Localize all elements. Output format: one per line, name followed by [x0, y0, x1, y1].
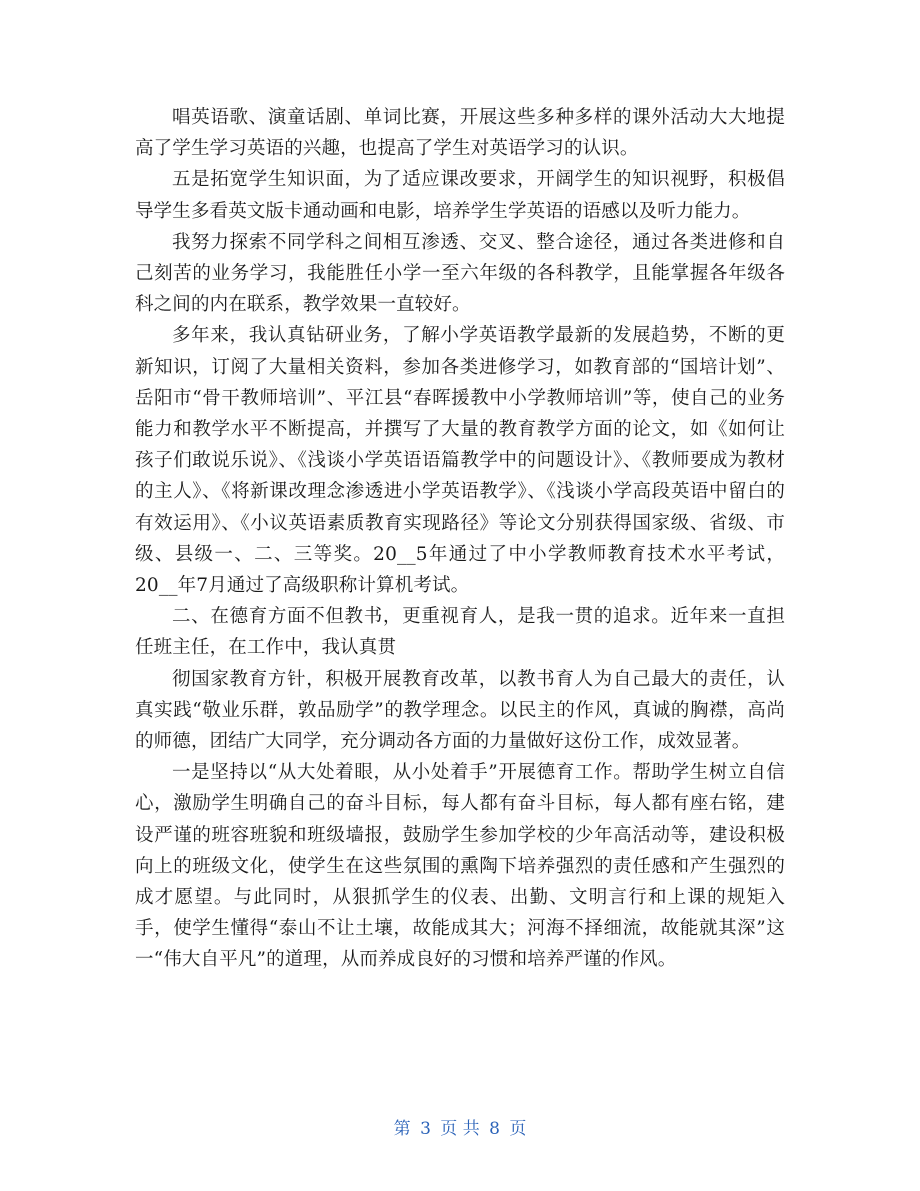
paragraph-5: 二、在德育方面不但教书，更重视育人，是我一贯的追求。近年来一直担任班主任，在工作中，我认真贯 — [135, 606, 785, 659]
paragraph-4: 多年来，我认真钻研业务，了解小学英语教学最新的发展趋势，不断的更新知识，订阅了大量相关资料，参加各类进修学习，如教育部的“国培计划”、岳阳市“骨干教师培训”、平江县“春晖援教中小学教师培训”等，使自己的业务能力和教学水平不断提高，并撰写了大量的教育教学方面的论文，如《如何让孩子们敢说乐说》、《浅谈小学英语语篇教学中的问题设计》、《教师要成为教材的主人》、《将新课改理念渗透进小学英语教学》、《浅谈小学高段英语中留白的有效运用》、《小议英语素质教育实现路径》等论文分别获得国家级、省级、市级、县级一、二、三等奖。20__5年通过了中小学教师教育技术水平考试，20__年7月通过了高级职称计算机考试。 — [135, 325, 785, 597]
total-pages-number: 8 — [489, 1119, 500, 1139]
page-label-suffix: 页 — [509, 1119, 527, 1139]
paragraph-1: 唱英语歌、演童话剧、单词比赛，开展这些多种多样的课外活动大大地提高了学生学习英语的兴趣，也提高了学生对英语学习的认识。 — [135, 107, 785, 160]
page-label-middle: 页 共 — [440, 1119, 480, 1139]
document-body — [135, 102, 785, 976]
page-footer — [0, 1114, 920, 1139]
paragraph-7: 一是坚持以“从大处着眼，从小处着手”开展德育工作。帮助学生树立自信心，激励学生明确自己的奋斗目标，每人都有奋斗目标，每人都有座右铭，建设严谨的班容班貌和班级墙报，鼓励学生参加学校的少年高活动等，建设积极向上的班级文化，使学生在这些氛围的熏陶下培养强烈的责任感和产生强烈的成才愿望。与此同时，从狠抓学生的仪表、出勤、文明言行和上课的规矩入手，使学生懂得“泰山不让土壤，故能成其大；河海不择细流，故能就其深”这一“伟大自平凡”的道理，从而养成良好的习惯和培养严谨的作风。 — [135, 762, 785, 971]
paragraph-6: 彻国家教育方针，积极开展教育改革，以教书育人为自己最大的责任，认真实践“敬业乐群，敦品励学”的教学理念。以民主的作风，真诚的胸襟，高尚的师德，团结广大同学，充分调动各方面的力量做好这份工作，成效显著。 — [135, 668, 785, 753]
current-page-number: 3 — [420, 1119, 431, 1139]
page-label-prefix: 第 — [393, 1119, 411, 1139]
paragraph-2: 五是拓宽学生知识面，为了适应课改要求，开阔学生的知识视野，积极倡导学生多看英文版卡通动画和电影，培养学生学英语的语感以及听力能力。 — [135, 169, 785, 222]
paragraph-3: 我努力探索不同学科之间相互渗透、交叉、整合途径，通过各类进修和自己刻苦的业务学习，我能胜任小学一至六年级的各科教学，且能掌握各年级各科之间的内在联系，教学效果一直较好。 — [135, 231, 785, 316]
